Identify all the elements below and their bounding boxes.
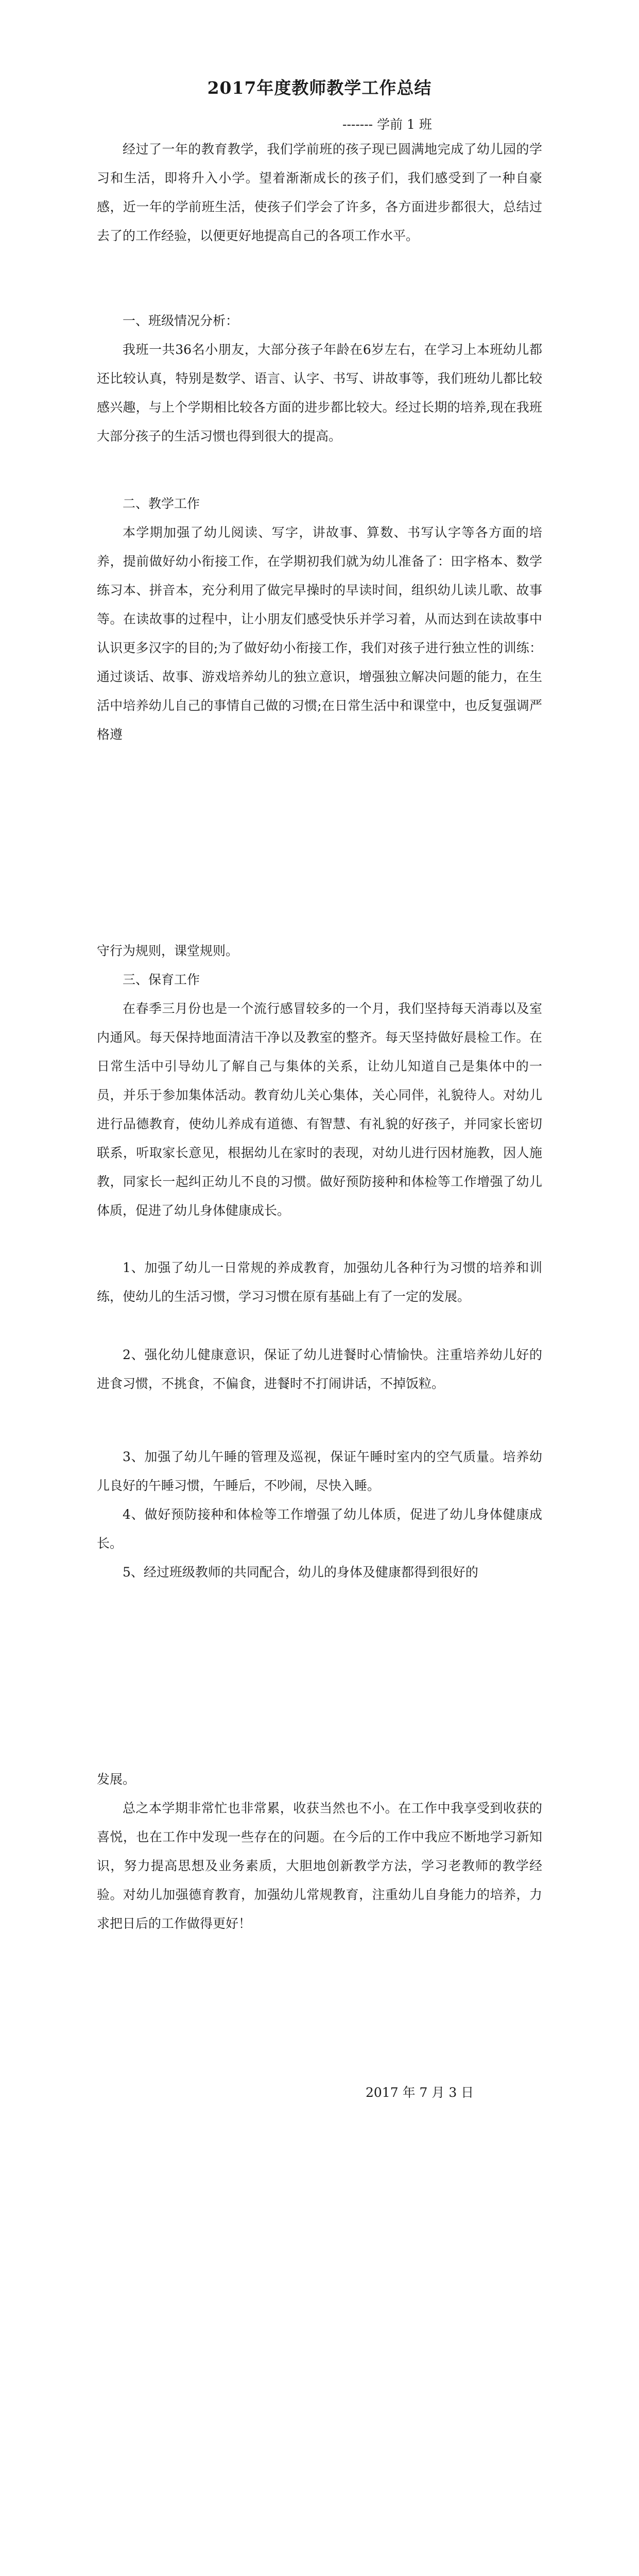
section3-item-4: 4、做好预防接种和体检等工作增强了幼儿体质，促进了幼儿身体健康成长。 (97, 1507, 542, 1551)
section1-paragraph: 我班一共36名小朋友，大部分孩子年龄在6岁左右，在学习上本班幼儿都还比较认真，特别是数学、语言、认字、书写、讲故事等，我们班幼儿都比较感兴趣，与上个学期相比较各方面的进步都比较大。经过长期的培养,现在我班大部分孩子的生活习惯也得到很大的提高。 (97, 342, 542, 444)
section3-item-1: 1、加强了幼儿一日常规的养成教育，加强幼儿各种行为习惯的培养和训练，使幼儿的生活习惯，学习习惯在原有基础上有了一定的发展。 (97, 1260, 542, 1304)
section2-heading: 二、教学工作 (123, 496, 200, 511)
section3-item-3: 3、加强了幼儿午睡的管理及巡视，保证午睡时室内的空气质量。培养幼儿良好的午睡习惯，午睡后，不吵闹，尽快入睡。 (97, 1449, 542, 1493)
section1-heading: 一、班级情况分析： (123, 313, 239, 328)
section3-continuation: 发展。 (97, 1772, 136, 1787)
section3-item-5: 5、经过班级教师的共同配合，幼儿的身体及健康都得到很好的 (123, 1565, 478, 1580)
section3-heading: 三、保育工作 (123, 972, 200, 987)
section2-continuation: 守行为规则，课堂规则。 (97, 943, 239, 958)
section2-paragraph: 本学期加强了幼儿阅读、写字，讲故事、算数、书写认字等各方面的培养，提前做好幼小衔接工作，在学期初我们就为幼儿准备了：田字格本、数学练习本、拼音本，充分利用了做完早操时的早读时间，组织幼儿读儿歌、故事等。在读故事的过程中，让小朋友们感受快乐并学习着，从而达到在读故事中认识更多汉字的目的;为了做好幼小衔接工作，我们对孩子进行独立性的训练：通过谈话、故事、游戏培养幼儿的独立意识，增强独立解决问题的能力，在生活中培养幼儿自己的事情自己做的习惯;在日常生活中和课堂中，也反复强调严格遵 (97, 525, 542, 742)
section3-paragraph: 在春季三月份也是一个流行感冒较多的一个月，我们坚持每天消毒以及室内通风。每天保持地面清洁干净以及教室的整齐。每天坚持做好晨检工作。在日常生活中引导幼儿了解自己与集体的关系，让幼儿知道自己是集体中的一员，并乐于参加集体活动。教育幼儿关心集体，关心同伴，礼貌待人。对幼儿进行品德教育，使幼儿养成有道德、有智慧、有礼貌的好孩子，并同家长密切联系，听取家长意见，根据幼儿在家时的表现，对幼儿进行因材施教，因人施教，同家长一起纠正幼儿不良的习惯。做好预防接种和体检等工作增强了幼儿体质，促进了幼儿身体健康成长。 (97, 1001, 542, 1218)
section3-item-2: 2、强化幼儿健康意识，保证了幼儿进餐时心情愉快。注重培养幼儿好的进食习惯，不挑食，不偏食，进餐时不打闹讲话，不掉饭粒。 (97, 1347, 542, 1391)
intro-paragraph: 经过了一年的教育教学，我们学前班的孩子现已圆满地完成了幼儿园的学习和生活，即将升入小学。望着渐渐成长的孩子们，我们感受到了一种自豪感，近一年的学前班生活，使孩子们学会了许多，各方面进步都很大，总结过去了的工作经验，以便更好地提高自己的各项工作水平。 (97, 142, 542, 243)
document-date: 2017 年 7 月 3 日 (366, 2085, 474, 2100)
document-title: 2017年度教师教学工作总结 (207, 78, 432, 98)
class-label: ------- 学前 1 班 (342, 117, 432, 132)
conclusion-paragraph: 总之本学期非常忙也非常累，收获当然也不小。在工作中我享受到收获的喜悦，也在工作中发现一些存在的问题。在今后的工作中我应不断地学习新知识，努力提高思想及业务素质，大胆地创新教学方法，学习老教师的教学经验。对幼儿加强德育教育，加强幼儿常规教育，注重幼儿自身能力的培养，力求把日后的工作做得更好！ (97, 1801, 542, 1931)
